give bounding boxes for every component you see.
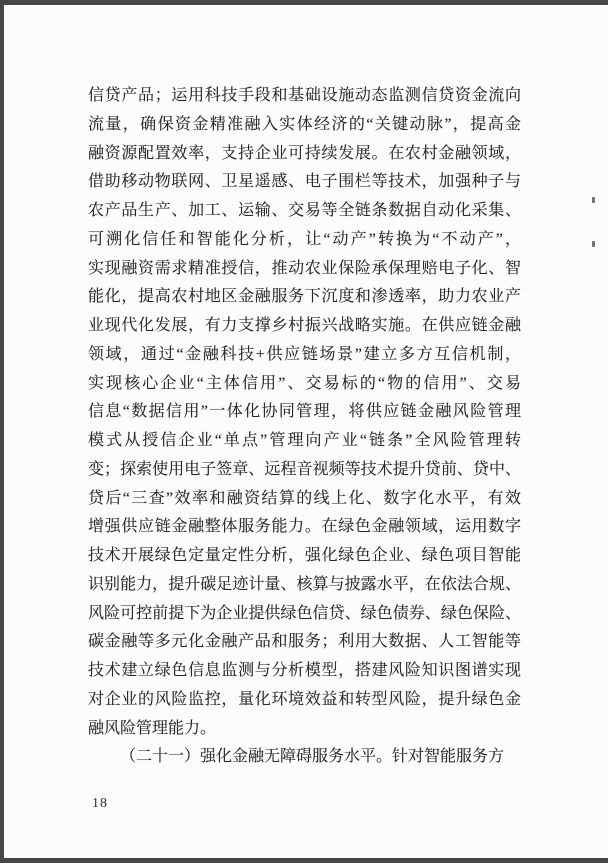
- section-21-heading-line: （二十一）强化金融无障碍服务水平。针对智能服务方: [120, 748, 505, 766]
- text-line: 对企业的风险监控，量化环境效益和转型风险，提升绿色金: [88, 690, 521, 708]
- text-line: 信息“数据信用”一体化协同管理，将供应链金融风险管理: [88, 403, 521, 421]
- scan-artifact-speck: [592, 241, 595, 247]
- text-line: 实现核心企业“主体信用”、交易标的“物的信用”、交易: [88, 374, 521, 392]
- text-line: 信贷产品；运用科技手段和基础设施动态监测信贷资金流向: [88, 87, 521, 104]
- page-number: 18: [92, 796, 108, 811]
- text-line: 技术建立绿色信息监测与分析模型，搭建风险知识图谱实现: [88, 662, 521, 679]
- text-line: 识别能力，提升碳足迹计量、核算与披露水平，在依法合规、: [88, 575, 521, 593]
- text-line: 业现代化发展，有力支撑乡村振兴战略实施。在供应链金融: [88, 317, 521, 334]
- text-line: 碳金融等多元化金融产品和服务；利用大数据、人工智能等: [88, 633, 521, 651]
- text-line: 风险可控前提下为企业提供绿色信贷、绿色债券、绿色保险、: [88, 604, 521, 622]
- text-line: 贷后“三查”效率和融资结算的线上化、数字化水平，有效: [88, 489, 521, 507]
- scan-frame-left-edge: [0, 0, 4, 863]
- scan-frame-top-edge: [0, 0, 608, 5]
- text-line: 变；探索使用电子签章、远程音视频等技术提升贷前、贷中、: [88, 460, 521, 478]
- text-line: 能化，提高农村地区金融服务下沉度和渗透率，助力农业产: [88, 288, 521, 306]
- scan-frame-bottom-edge: [0, 858, 608, 863]
- text-line: 技术开展绿色定量定性分析，强化绿色企业、绿色项目智能: [88, 547, 521, 564]
- text-line: 融资源配置效率，支持企业可持续发展。在农村金融领域，: [88, 144, 521, 162]
- text-line: 可溯化信任和智能化分析，让“动产”转换为“不动产”，: [88, 230, 521, 248]
- text-line: 实现融资需求精准授信，推动农业保险承保理赔电子化、智: [88, 259, 521, 277]
- body-text: [88, 82, 521, 772]
- text-line: 领域，通过“金融科技+供应链场景”建立多方互信机制，: [88, 345, 521, 363]
- text-line: 借助移动物联网、卫星遥感、电子围栏等技术，加强种子与: [88, 173, 521, 191]
- text-line: 流量，确保资金精准融入实体经济的“关键动脉”，提高金: [88, 115, 521, 133]
- text-line: 农产品生产、加工、运输、交易等全链条数据自动化采集、: [88, 202, 521, 219]
- paragraph-last-line: 融风险管理能力。: [88, 719, 217, 737]
- text-line: 模式从授信企业“单点”管理向产业“链条”全风险管理转: [88, 432, 521, 449]
- scan-artifact-speck: [592, 197, 595, 203]
- text-line: 增强供应链金融整体服务能力。在绿色金融领域，运用数字: [88, 518, 521, 536]
